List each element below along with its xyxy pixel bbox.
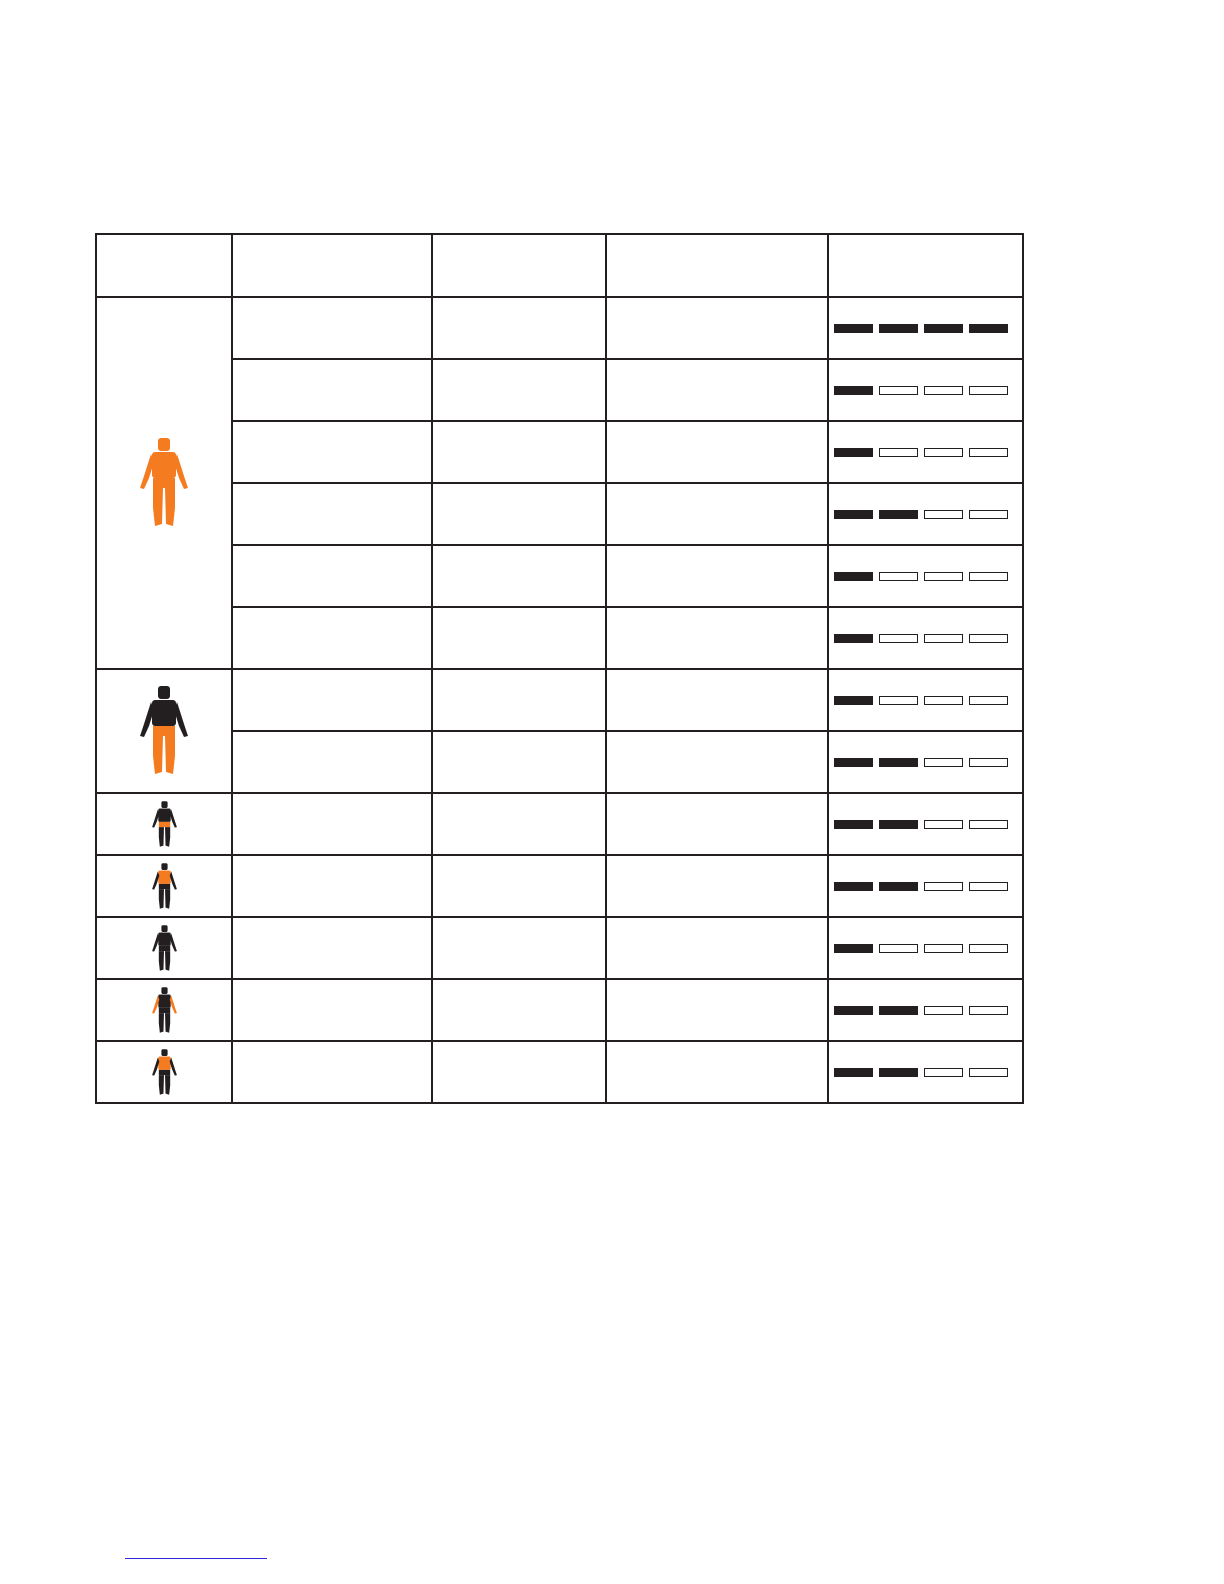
- table-cell-2: [432, 731, 606, 793]
- rating-segment-filled: [879, 1068, 918, 1077]
- table-row: [96, 297, 1023, 359]
- rating-meter: [829, 572, 1022, 581]
- rating-meter: [829, 944, 1022, 953]
- rating-segment-filled: [834, 820, 873, 829]
- rating-cell: [828, 917, 1023, 979]
- rating-segment-empty: [969, 386, 1008, 395]
- table-cell-3: [606, 297, 828, 359]
- table-row: [96, 917, 1023, 979]
- rating-cell: [828, 545, 1023, 607]
- rating-segment-empty: [924, 1006, 963, 1015]
- rating-segment-filled: [879, 1006, 918, 1015]
- rating-meter: [829, 1006, 1022, 1015]
- header-cell-3: [606, 234, 828, 297]
- header-cell-2: [432, 234, 606, 297]
- table-cell-3: [606, 607, 828, 669]
- table-cell-1: [232, 1041, 432, 1103]
- rating-cell: [828, 297, 1023, 359]
- rating-segment-filled: [834, 758, 873, 767]
- table-cell-1: [232, 483, 432, 545]
- rating-segment-empty: [969, 758, 1008, 767]
- rating-segment-empty: [969, 634, 1008, 643]
- rating-segment-filled: [834, 510, 873, 519]
- table-cell-2: [432, 545, 606, 607]
- rating-segment-empty: [969, 510, 1008, 519]
- header-cell-1: [232, 234, 432, 297]
- table-cell-2: [432, 297, 606, 359]
- rating-table: [95, 233, 1024, 1104]
- rating-segment-filled: [879, 758, 918, 767]
- table-cell-1: [232, 545, 432, 607]
- table-row: [96, 607, 1023, 669]
- figure-cell: [96, 669, 232, 793]
- table-cell-3: [606, 483, 828, 545]
- table-cell-1: [232, 793, 432, 855]
- table-cell-1: [232, 979, 432, 1041]
- rating-segment-filled: [834, 1068, 873, 1077]
- table-cell-3: [606, 793, 828, 855]
- table-row: [96, 855, 1023, 917]
- rating-segment-filled: [834, 944, 873, 953]
- rating-segment-filled: [834, 882, 873, 891]
- table-cell-1: [232, 359, 432, 421]
- table-cell-3: [606, 917, 828, 979]
- rating-segment-empty: [879, 448, 918, 457]
- rating-meter: [829, 324, 1022, 333]
- rating-segment-empty: [969, 1068, 1008, 1077]
- rating-segment-filled: [924, 324, 963, 333]
- rating-segment-empty: [924, 758, 963, 767]
- full-body-orange-icon: [97, 438, 231, 528]
- table-cell-2: [432, 607, 606, 669]
- rating-meter: [829, 386, 1022, 395]
- rating-segment-empty: [969, 696, 1008, 705]
- rating-cell: [828, 483, 1023, 545]
- table-row: [96, 421, 1023, 483]
- table-row: [96, 793, 1023, 855]
- rating-segment-empty: [969, 572, 1008, 581]
- rating-segment-filled: [834, 448, 873, 457]
- table-cell-1: [232, 607, 432, 669]
- rating-segment-empty: [924, 448, 963, 457]
- rating-segment-empty: [924, 696, 963, 705]
- upper-torso-orange-icon: [97, 863, 231, 910]
- plain-body-icon: [97, 925, 231, 972]
- table-cell-3: [606, 359, 828, 421]
- figure-cell: [96, 1041, 232, 1103]
- rating-cell: [828, 793, 1023, 855]
- shoulder-orange-icon: [97, 987, 231, 1034]
- table-cell-3: [606, 731, 828, 793]
- rating-cell: [828, 731, 1023, 793]
- table-cell-2: [432, 917, 606, 979]
- table-cell-3: [606, 545, 828, 607]
- rating-segment-empty: [969, 944, 1008, 953]
- rating-segment-empty: [969, 882, 1008, 891]
- table-row: [96, 1041, 1023, 1103]
- table-cell-3: [606, 855, 828, 917]
- table-cell-3: [606, 669, 828, 731]
- rating-meter: [829, 820, 1022, 829]
- rating-segment-empty: [924, 510, 963, 519]
- rating-segment-filled: [834, 572, 873, 581]
- header-cell-rating: [828, 234, 1023, 297]
- table-cell-1: [232, 421, 432, 483]
- rating-segment-empty: [969, 448, 1008, 457]
- rating-cell: [828, 1041, 1023, 1103]
- rating-segment-filled: [879, 820, 918, 829]
- rating-segment-filled: [879, 324, 918, 333]
- table-cell-1: [232, 731, 432, 793]
- rating-segment-filled: [834, 324, 873, 333]
- table-row: [96, 731, 1023, 793]
- rating-cell: [828, 855, 1023, 917]
- table-cell-3: [606, 421, 828, 483]
- rating-segment-empty: [879, 944, 918, 953]
- figure-cell: [96, 917, 232, 979]
- rating-segment-filled: [879, 510, 918, 519]
- rating-segment-empty: [969, 1006, 1008, 1015]
- rating-segment-empty: [879, 386, 918, 395]
- table-cell-3: [606, 1041, 828, 1103]
- rating-cell: [828, 607, 1023, 669]
- table-cell-2: [432, 483, 606, 545]
- rating-meter: [829, 758, 1022, 767]
- rating-segment-filled: [834, 634, 873, 643]
- table-cell-3: [606, 979, 828, 1041]
- table-row: [96, 483, 1023, 545]
- rating-segment-empty: [924, 572, 963, 581]
- table-cell-2: [432, 421, 606, 483]
- waist-orange-icon: [97, 801, 231, 848]
- rating-segment-filled: [834, 696, 873, 705]
- rating-segment-filled: [834, 1006, 873, 1015]
- table-row: [96, 669, 1023, 731]
- table-row: [96, 545, 1023, 607]
- table-cell-2: [432, 793, 606, 855]
- rating-segment-empty: [924, 944, 963, 953]
- rating-meter: [829, 696, 1022, 705]
- rating-segment-empty: [924, 1068, 963, 1077]
- table-cell-2: [432, 979, 606, 1041]
- table-cell-2: [432, 1041, 606, 1103]
- rating-cell: [828, 359, 1023, 421]
- rating-meter: [829, 634, 1022, 643]
- table-row: [96, 359, 1023, 421]
- rating-meter: [829, 882, 1022, 891]
- lower-body-orange-icon: [97, 686, 231, 776]
- table-cell-1: [232, 917, 432, 979]
- rating-segment-empty: [879, 572, 918, 581]
- rating-segment-filled: [969, 324, 1008, 333]
- table-cell-2: [432, 359, 606, 421]
- rating-cell: [828, 421, 1023, 483]
- rating-segment-empty: [924, 386, 963, 395]
- table-cell-1: [232, 297, 432, 359]
- rating-segment-empty: [924, 882, 963, 891]
- table-header-row: [96, 234, 1023, 297]
- figure-cell: [96, 979, 232, 1041]
- rating-meter: [829, 448, 1022, 457]
- rating-segment-filled: [834, 386, 873, 395]
- rating-segment-empty: [879, 634, 918, 643]
- rating-cell: [828, 979, 1023, 1041]
- figure-cell: [96, 297, 232, 669]
- header-cell-figure: [96, 234, 232, 297]
- table-cell-2: [432, 855, 606, 917]
- rating-segment-filled: [879, 882, 918, 891]
- midsection-orange-icon: [97, 1049, 231, 1096]
- table-cell-2: [432, 669, 606, 731]
- rating-segment-empty: [924, 820, 963, 829]
- footnote-rule: [125, 1558, 267, 1559]
- rating-meter: [829, 510, 1022, 519]
- rating-segment-empty: [924, 634, 963, 643]
- rating-segment-empty: [879, 696, 918, 705]
- table-cell-1: [232, 855, 432, 917]
- rating-cell: [828, 669, 1023, 731]
- table-row: [96, 979, 1023, 1041]
- figure-cell: [96, 793, 232, 855]
- rating-segment-empty: [969, 820, 1008, 829]
- rating-meter: [829, 1068, 1022, 1077]
- table-cell-1: [232, 669, 432, 731]
- figure-cell: [96, 855, 232, 917]
